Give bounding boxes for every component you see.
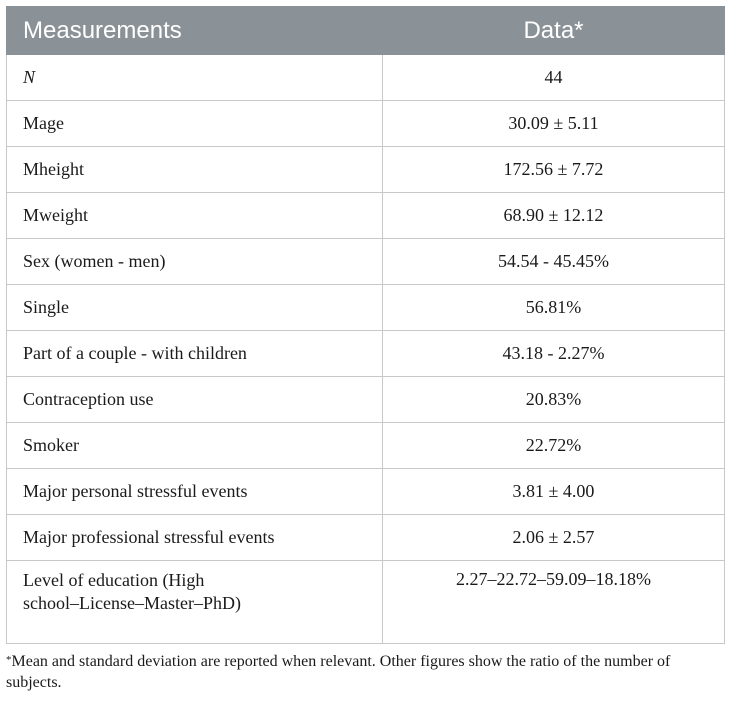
row-value-mweight: 68.90 ± 12.12 <box>383 193 725 239</box>
row-label-education-line1: Level of education (High <box>23 570 205 590</box>
row-value-single: 56.81% <box>383 285 725 331</box>
row-label-couple: Part of a couple - with children <box>7 331 383 377</box>
row-label-education-line2: school–License–Master–PhD) <box>23 593 241 613</box>
table-row <box>7 285 725 331</box>
row-value-n: 44 <box>383 55 725 101</box>
row-label-education <box>7 561 383 644</box>
table-row <box>7 239 725 285</box>
row-label-sex: Sex (women - men) <box>7 239 383 285</box>
row-label-professional-stress: Major professional stressful events <box>7 515 383 561</box>
row-value-smoker: 22.72% <box>383 423 725 469</box>
row-value-mage: 30.09 ± 5.11 <box>383 101 725 147</box>
header-data: Data* <box>383 7 725 55</box>
table-row <box>7 55 725 101</box>
row-label-mheight: Mheight <box>7 147 383 193</box>
row-label-smoker: Smoker <box>7 423 383 469</box>
measurements-table <box>6 6 725 644</box>
row-value-sex: 54.54 - 45.45% <box>383 239 725 285</box>
row-value-couple: 43.18 - 2.27% <box>383 331 725 377</box>
table-row <box>7 147 725 193</box>
table-header <box>7 7 725 55</box>
header-row <box>7 7 725 55</box>
table-row <box>7 377 725 423</box>
footnote-text: Mean and standard deviation are reported when relevant. Other figures show the ratio of the number of subjects. <box>6 653 671 691</box>
row-value-education: 2.27–22.72–59.09–18.18% <box>383 561 725 644</box>
table-row <box>7 515 725 561</box>
table-footnote <box>6 651 726 693</box>
table-row <box>7 469 725 515</box>
row-value-contraception: 20.83% <box>383 377 725 423</box>
table-row <box>7 423 725 469</box>
row-label-personal-stress: Major personal stressful events <box>7 469 383 515</box>
row-label-n: N <box>7 55 383 101</box>
row-value-personal-stress: 3.81 ± 4.00 <box>383 469 725 515</box>
table-body <box>7 55 725 644</box>
data-table-container <box>6 6 724 644</box>
row-label-single: Single <box>7 285 383 331</box>
table-row <box>7 331 725 377</box>
row-value-mheight: 172.56 ± 7.72 <box>383 147 725 193</box>
table-row <box>7 193 725 239</box>
table-row <box>7 101 725 147</box>
row-label-mage: Mage <box>7 101 383 147</box>
table-row <box>7 561 725 644</box>
row-label-mweight: Mweight <box>7 193 383 239</box>
row-value-professional-stress: 2.06 ± 2.57 <box>383 515 725 561</box>
footnote-marker: * <box>6 654 12 666</box>
row-label-contraception: Contraception use <box>7 377 383 423</box>
header-measurements: Measurements <box>7 7 383 55</box>
